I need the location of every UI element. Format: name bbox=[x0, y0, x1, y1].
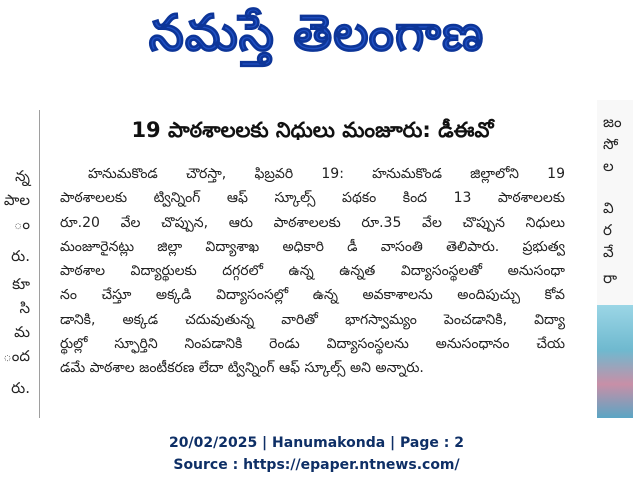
left-line: పాల bbox=[3, 191, 30, 209]
left-column-fragment bbox=[0, 162, 32, 418]
footer-source[interactable]: Source : https://epaper.ntnews.com/ bbox=[173, 457, 460, 473]
article-line: మంజూరైనట్లు జిల్లా విద్యాశాఖ అధికారి డీ వాసంతి తెలిపారు. ప్రభుత్వ bbox=[60, 238, 565, 255]
article-line: పాఠశాలలకు ట్విన్నింగ్ ఆఫ్ స్కూల్స్ పథకం కింద 13 పాఠశాలలకు bbox=[60, 190, 565, 207]
left-line: సి bbox=[19, 299, 30, 317]
left-line: రు. bbox=[11, 379, 30, 397]
article-line: డానికి, అక్కడ చదువుతున్న వారితో భాగస్వామ్యం పెంచడానికి, విద్యా bbox=[60, 311, 565, 328]
left-line: ం bbox=[13, 215, 30, 233]
article-line: హనుమకొండ చౌరస్తా, ఫిబ్రవరి 19: హనుమకొండ జిల్లాలోని 19 bbox=[88, 166, 565, 182]
right-line: ల bbox=[603, 157, 614, 175]
footer-meta: 20/02/2025 | Hanumakonda | Page : 2 bbox=[169, 435, 464, 451]
right-line: సో bbox=[603, 135, 619, 153]
left-line: కూ bbox=[12, 275, 30, 293]
masthead bbox=[0, 0, 633, 78]
left-line: మ bbox=[14, 323, 30, 341]
article-line: రూ.20 వేల చొప్పున, ఆరు పాఠశాలలకు రూ.35 వేల చొప్పున నిధులు bbox=[60, 214, 565, 231]
right-line: రా bbox=[603, 269, 618, 287]
left-line: న్న bbox=[15, 167, 30, 185]
right-line: వే bbox=[603, 243, 614, 261]
left-line: ంద bbox=[3, 347, 30, 365]
column-divider bbox=[39, 110, 40, 418]
right-line: జం bbox=[603, 113, 622, 131]
masthead-title: నమస్తే తెలంగాణ bbox=[148, 3, 485, 62]
left-line: రు. bbox=[11, 247, 30, 265]
footer bbox=[0, 432, 633, 476]
article-line: డమే పాఠశాల జంటీకరణ లేదా ట్విన్నింగ్ ఆఫ్ స్కూల్స్ అని అన్నారు. bbox=[60, 360, 424, 377]
right-line: ర bbox=[603, 221, 612, 239]
photo-fragment bbox=[597, 305, 633, 418]
article-line: ర్థుల్లో స్ఫూర్తిని నింపడానికి రెండు విద్యాసంస్థలను అనుసంధానం చేయ bbox=[60, 336, 565, 353]
article-headline: 19 పాఠశాలలకు నిధులు మంజూరు: డీఈవో bbox=[131, 118, 494, 142]
right-line: వి bbox=[603, 199, 614, 217]
news-clipping bbox=[0, 100, 633, 418]
right-column-fragment bbox=[597, 100, 633, 418]
article-line: నం చేస్తూ అక్కడి విద్యాసంసల్లో ఉన్న అవకాశాలను అందిపుచ్చు కోవ bbox=[60, 287, 565, 304]
article-line: పాఠశాల విద్యార్థులకు దగ్గరలో ఉన్న ఉన్నత విద్యాసంస్థలతో అనుసంధా bbox=[60, 263, 565, 280]
article bbox=[60, 118, 565, 381]
